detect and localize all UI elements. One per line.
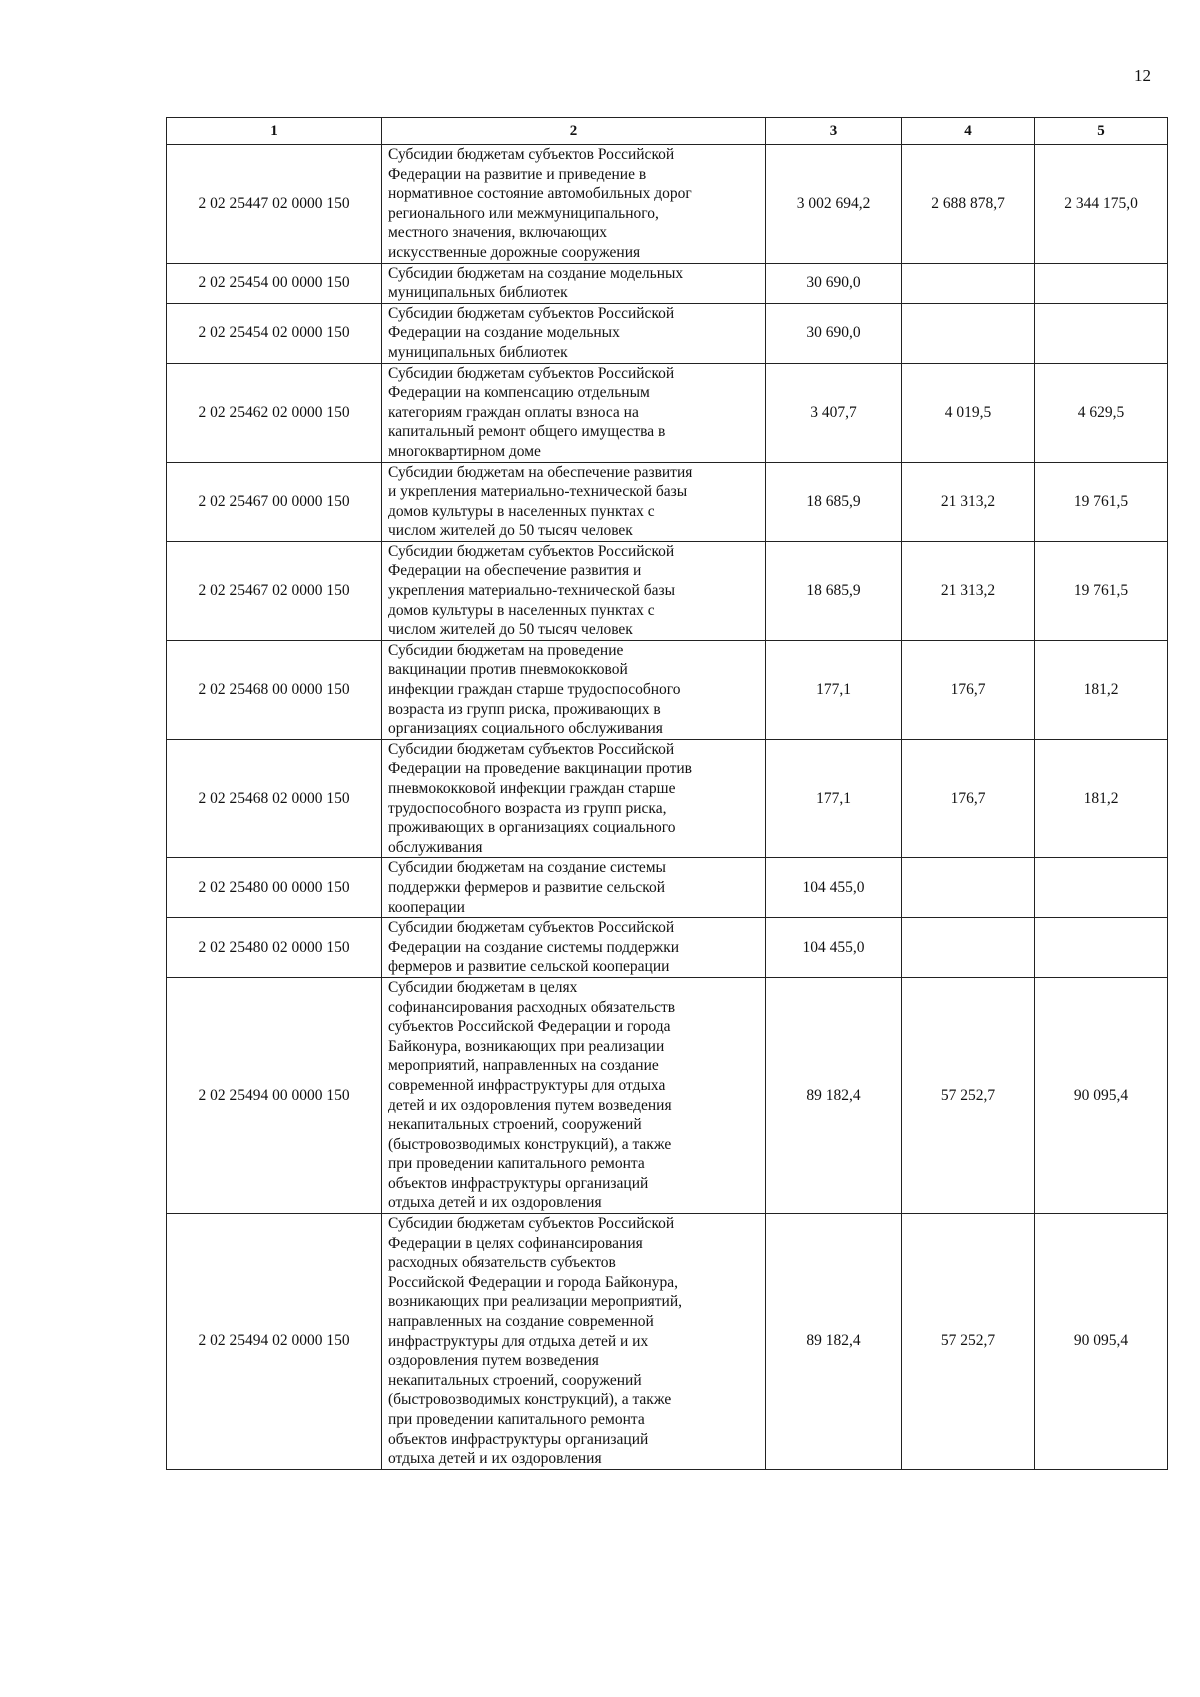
- description-cell: [382, 145, 766, 264]
- description-line: Субсидии бюджетам субъектов Российской: [388, 146, 675, 163]
- budget-code-cell: 2 02 25494 00 0000 150: [167, 977, 382, 1213]
- description-line: Субсидии бюджетам на обеспечение развития: [388, 463, 693, 481]
- table-row: [167, 1214, 1168, 1470]
- amount-col3-cell: 18 685,9: [766, 462, 902, 541]
- amount-col5-cell: 181,2: [1035, 640, 1168, 739]
- table-row: [167, 977, 1168, 1213]
- budget-code-cell: 2 02 25467 02 0000 150: [167, 541, 382, 640]
- description-line: Субсидии бюджетам субъектов Российской: [388, 740, 675, 758]
- description-line: Федерации на создание системы поддержки: [388, 938, 680, 956]
- table-row: [167, 145, 1168, 264]
- description-line: проживающих в организациях социального: [388, 819, 676, 837]
- description-line: субъектов Российской Федерации и города: [388, 1018, 671, 1036]
- description-line: объектов инфраструктуры организаций: [388, 1174, 649, 1192]
- description-line: местного значения, включающих: [388, 224, 607, 242]
- amount-col5-cell: [1035, 918, 1168, 978]
- description-line: поддержки фермеров и развитие сельской: [388, 878, 666, 896]
- amount-col5-cell: 90 095,4: [1035, 1214, 1168, 1470]
- amount-col4-cell: [902, 303, 1035, 363]
- description-line: некапитальных строений, сооружений: [388, 1116, 642, 1134]
- description-line: фермеров и развитие сельской кооперации: [388, 958, 670, 976]
- budget-code-cell: 2 02 25454 00 0000 150: [167, 263, 382, 303]
- description-cell: [382, 640, 766, 739]
- description-cell: [382, 739, 766, 858]
- amount-col5-cell: [1035, 303, 1168, 363]
- column-header: 1: [167, 118, 382, 145]
- description-line: домов культуры в населенных пунктах с: [388, 601, 655, 619]
- table-row: [167, 640, 1168, 739]
- amount-col5-cell: 19 761,5: [1035, 541, 1168, 640]
- table-row: [167, 303, 1168, 363]
- amount-col4-cell: 4 019,5: [902, 363, 1035, 462]
- column-header: 4: [902, 118, 1035, 145]
- amount-col5-cell: [1035, 858, 1168, 918]
- description-line: трудоспособного возраста из групп риска,: [388, 799, 667, 817]
- description-line: инфекции граждан старше трудоспособного: [388, 681, 681, 699]
- amount-col3-cell: 177,1: [766, 739, 902, 858]
- description-line: Субсидии бюджетам в целях: [388, 978, 578, 996]
- description-line: Субсидии бюджетам субъектов Российской: [388, 364, 675, 382]
- description-line: Федерации на обеспечение развития и: [388, 562, 642, 580]
- description-line: Федерации на проведение вакцинации против: [388, 760, 692, 778]
- table-body: [167, 145, 1168, 1470]
- description-cell: [382, 263, 766, 303]
- page-number: 12: [1134, 66, 1151, 85]
- description-line: Российской Федерации и города Байконура,: [388, 1273, 679, 1291]
- description-line: вакцинации против пневмококковой: [388, 661, 628, 679]
- description-line: современной инфраструктуры для отдыха: [388, 1076, 666, 1094]
- description-line: расходных обязательств субъектов: [388, 1254, 616, 1272]
- description-cell: [382, 541, 766, 640]
- amount-col3-cell: 30 690,0: [766, 303, 902, 363]
- budget-code-cell: 2 02 25480 00 0000 150: [167, 858, 382, 918]
- description-cell: [382, 303, 766, 363]
- table-row: [167, 363, 1168, 462]
- amount-col3-cell: 89 182,4: [766, 977, 902, 1213]
- description-line: нормативное состояние автомобильных дорог: [388, 185, 692, 203]
- description-line: организациях социального обслуживания: [388, 720, 663, 738]
- amount-col3-cell: 18 685,9: [766, 541, 902, 640]
- description-line: некапитальных строений, сооружений: [388, 1371, 642, 1389]
- description-line: Субсидии бюджетам на создание модельных: [388, 264, 684, 282]
- description-line: при проведении капитального ремонта: [388, 1155, 645, 1173]
- description-line: Субсидии бюджетам субъектов Российской: [388, 542, 675, 560]
- amount-col4-cell: 2 688 878,7: [902, 145, 1035, 264]
- description-line: софинансирования расходных обязательств: [388, 998, 676, 1016]
- description-line: отдыха детей и их оздоровления: [388, 1450, 602, 1468]
- description-line: кооперации: [388, 898, 465, 916]
- description-line: Субсидии бюджетам на создание системы: [388, 859, 666, 877]
- description-line: пневмококковой инфекции граждан старше: [388, 780, 676, 797]
- description-line: Байконура, возникающих при реализации: [388, 1037, 665, 1055]
- description-line: регионального или межмуниципального,: [388, 204, 659, 222]
- description-cell: [382, 977, 766, 1213]
- description-line: Субсидии бюджетам субъектов Российской: [388, 919, 675, 937]
- amount-col4-cell: 21 313,2: [902, 541, 1035, 640]
- description-line: возникающих при реализации мероприятий,: [388, 1293, 683, 1311]
- amount-col3-cell: 104 455,0: [766, 858, 902, 918]
- amount-col4-cell: [902, 918, 1035, 978]
- description-line: инфраструктуры для отдыха детей и их: [388, 1332, 649, 1350]
- description-line: домов культуры в населенных пунктах с: [388, 502, 655, 520]
- amount-col3-cell: 177,1: [766, 640, 902, 739]
- amount-col4-cell: 176,7: [902, 739, 1035, 858]
- amount-col5-cell: 90 095,4: [1035, 977, 1168, 1213]
- budget-code-cell: 2 02 25454 02 0000 150: [167, 303, 382, 363]
- description-line: категориям граждан оплаты взноса на: [388, 403, 639, 421]
- description-line: числом жителей до 50 тысяч человек: [388, 522, 633, 540]
- description-line: Федерации в целях софинансирования: [388, 1234, 643, 1252]
- amount-col3-cell: 89 182,4: [766, 1214, 902, 1470]
- description-line: отдыха детей и их оздоровления: [388, 1194, 602, 1212]
- description-line: возраста из групп риска, проживающих в: [388, 700, 661, 718]
- description-cell: [382, 363, 766, 462]
- amount-col3-cell: 3 407,7: [766, 363, 902, 462]
- amount-col3-cell: 3 002 694,2: [766, 145, 902, 264]
- budget-code-cell: 2 02 25494 02 0000 150: [167, 1214, 382, 1470]
- description-line: многоквартирном доме: [388, 442, 541, 460]
- budget-code-cell: 2 02 25462 02 0000 150: [167, 363, 382, 462]
- description-cell: [382, 918, 766, 978]
- description-line: обслуживания: [388, 838, 483, 856]
- description-line: и укрепления материально-технической базы: [388, 483, 688, 501]
- description-line: Федерации на создание модельных: [388, 324, 620, 342]
- table-row: [167, 462, 1168, 541]
- amount-col5-cell: 2 344 175,0: [1035, 145, 1168, 264]
- budget-code-cell: 2 02 25468 02 0000 150: [167, 739, 382, 858]
- description-line: капитальный ремонт общего имущества в: [388, 423, 666, 441]
- description-line: муниципальных библиотек: [388, 343, 568, 361]
- description-line: (быстровозводимых конструкций), а также: [388, 1391, 672, 1409]
- amount-col4-cell: 57 252,7: [902, 977, 1035, 1213]
- description-line: объектов инфраструктуры организаций: [388, 1430, 649, 1448]
- budget-code-cell: 2 02 25467 00 0000 150: [167, 462, 382, 541]
- amount-col4-cell: 21 313,2: [902, 462, 1035, 541]
- description-line: Федерации на компенсацию отдельным: [388, 384, 650, 402]
- description-line: Федерации на развитие и приведение в: [388, 165, 647, 183]
- budget-table: [166, 117, 1168, 1470]
- budget-code-cell: 2 02 25480 02 0000 150: [167, 918, 382, 978]
- amount-col5-cell: 19 761,5: [1035, 462, 1168, 541]
- amount-col3-cell: 30 690,0: [766, 263, 902, 303]
- description-cell: [382, 1214, 766, 1470]
- table-row: [167, 541, 1168, 640]
- budget-code-cell: 2 02 25447 02 0000 150: [167, 145, 382, 264]
- description-line: детей и их оздоровления путем возведения: [388, 1096, 672, 1114]
- column-header: 3: [766, 118, 902, 145]
- description-line: Субсидии бюджетам субъектов Российской: [388, 304, 675, 322]
- description-line: укрепления материально-технической базы: [388, 582, 676, 600]
- description-line: муниципальных библиотек: [388, 284, 568, 302]
- description-cell: [382, 858, 766, 918]
- table-row: [167, 263, 1168, 303]
- description-line: Субсидии бюджетам субъектов Российской: [388, 1215, 675, 1233]
- amount-col3-cell: 104 455,0: [766, 918, 902, 978]
- table-header-row: [167, 118, 1168, 145]
- description-line: числом жителей до 50 тысяч человек: [388, 621, 633, 639]
- column-header: 5: [1035, 118, 1168, 145]
- amount-col4-cell: 57 252,7: [902, 1214, 1035, 1470]
- description-cell: [382, 462, 766, 541]
- description-line: Субсидии бюджетам на проведение: [388, 641, 624, 659]
- description-line: (быстровозводимых конструкций), а также: [388, 1135, 672, 1153]
- amount-col5-cell: 181,2: [1035, 739, 1168, 858]
- description-line: искусственные дорожные сооружения: [388, 243, 641, 261]
- amount-col4-cell: 176,7: [902, 640, 1035, 739]
- amount-col4-cell: [902, 858, 1035, 918]
- budget-code-cell: 2 02 25468 00 0000 150: [167, 640, 382, 739]
- description-line: мероприятий, направленных на создание: [388, 1057, 659, 1075]
- amount-col4-cell: [902, 263, 1035, 303]
- amount-col5-cell: [1035, 263, 1168, 303]
- amount-col5-cell: 4 629,5: [1035, 363, 1168, 462]
- table-row: [167, 739, 1168, 858]
- column-header: 2: [382, 118, 766, 145]
- table-row: [167, 918, 1168, 978]
- description-line: направленных на создание современной: [388, 1313, 654, 1331]
- description-line: при проведении капитального ремонта: [388, 1411, 645, 1428]
- description-line: оздоровления путем возведения: [388, 1352, 599, 1370]
- table-row: [167, 858, 1168, 918]
